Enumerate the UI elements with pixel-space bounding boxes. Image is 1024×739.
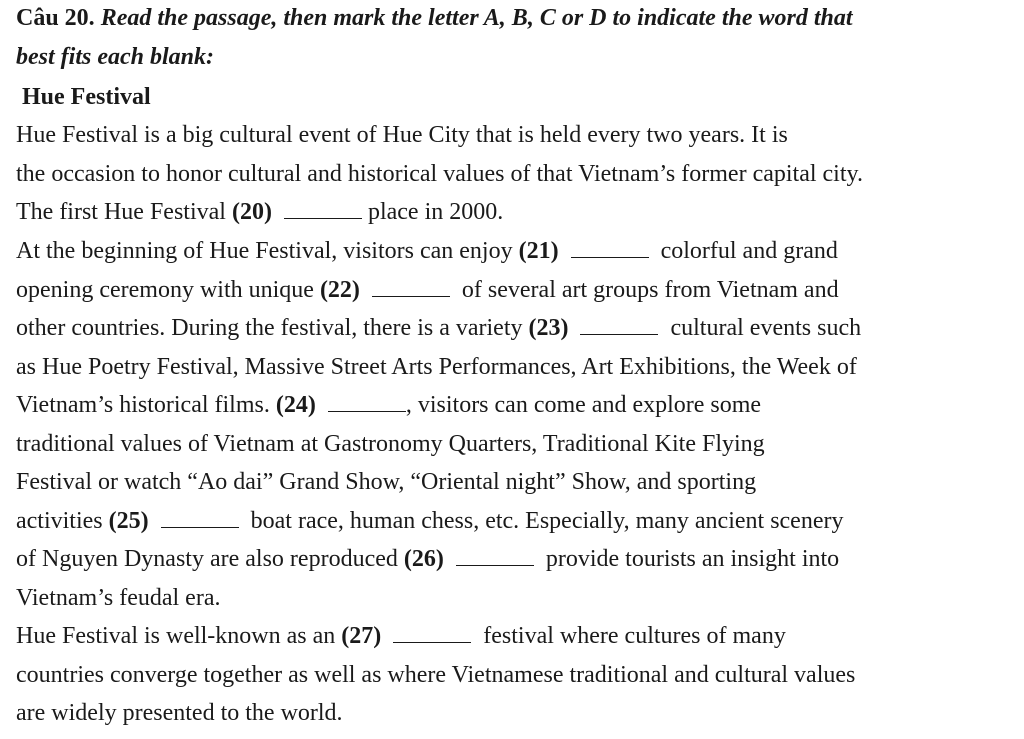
question-instruction: Read the passage, then mark the letter A, B, C or D to indicate the word that: [100, 5, 853, 31]
p3-line-1-text-b: festival where cultures of many: [483, 623, 786, 649]
p2-line-1-text-b: colorful and grand: [660, 238, 838, 264]
blank-number-26: (26): [403, 546, 444, 572]
question-instruction-line-2: best fits each blank:: [16, 44, 214, 70]
p2-line-9-text-b: provide tourists an insight into: [545, 546, 840, 572]
p3-line-2: countries converge together as well as where Vietnamese traditional and cultural values: [16, 662, 856, 688]
p2-line-3-text-a: other countries. During the festival, there is a variety: [16, 315, 523, 341]
p1-line-2: the occasion to honor cultural and historical values of that Vietnam’s former capital city.: [16, 161, 863, 187]
p2-line-8: [16, 506, 843, 536]
blank-number-22: (22): [319, 277, 360, 303]
p2-line-8-text-b: boat race, human chess, etc. Especially, many ancient scenery: [250, 508, 844, 534]
p3-line-3: are widely presented to the world.: [16, 700, 343, 726]
p2-line-9: [16, 544, 839, 574]
p2-line-8-text-a: activities: [16, 508, 103, 534]
blank-number-20: (20): [231, 199, 272, 225]
blank-number-25: (25): [108, 508, 149, 534]
p2-line-2-text-a: opening ceremony with unique: [16, 277, 314, 303]
p2-line-1-text-a: At the beginning of Hue Festival, visitors can enjoy: [16, 238, 513, 264]
question-instruction-line-1: [16, 3, 853, 33]
blank-25: [161, 526, 239, 528]
p2-line-10: Vietnam’s feudal era.: [16, 585, 221, 611]
p2-line-1: [16, 236, 838, 266]
blank-27: [393, 641, 471, 643]
p2-line-5-text-b: , visitors can come and explore some: [405, 392, 762, 418]
blank-number-21: (21): [518, 238, 559, 264]
p2-line-5-text-a: Vietnam’s historical films.: [16, 392, 270, 418]
p2-line-5: [16, 390, 761, 420]
question-number: Câu 20.: [16, 5, 95, 31]
p2-line-3: [16, 313, 861, 343]
blank-20: [284, 217, 362, 219]
p2-line-3-text-b: cultural events such: [670, 315, 862, 341]
p2-line-2-text-b: of several art groups from Vietnam and: [461, 277, 839, 303]
p1-line-3-text-a: The first Hue Festival: [16, 199, 226, 225]
blank-22: [372, 295, 450, 297]
p2-line-7: Festival or watch “Ao dai” Grand Show, “Oriental night” Show, and sporting: [16, 469, 757, 495]
blank-21: [571, 256, 649, 258]
p2-line-9-text-a: of Nguyen Dynasty are also reproduced: [16, 546, 398, 572]
p1-line-3: [16, 197, 503, 227]
blank-number-27: (27): [341, 623, 382, 649]
blank-26: [456, 564, 534, 566]
p2-line-2: [16, 275, 839, 305]
p1-line-1: Hue Festival is a big cultural event of Hue City that is held every two years. It is: [16, 122, 788, 148]
blank-number-23: (23): [528, 315, 569, 341]
blank-23: [580, 333, 658, 335]
p3-line-1: [16, 621, 786, 651]
p1-line-3-text-b: place in 2000.: [367, 199, 504, 225]
blank-number-24: (24): [275, 392, 316, 418]
p2-line-4: as Hue Poetry Festival, Massive Street Arts Performances, Art Exhibitions, the Week of: [16, 354, 857, 380]
passage-title: Hue Festival: [22, 84, 151, 110]
p3-line-1-text-a: Hue Festival is well-known as an: [16, 623, 336, 649]
p2-line-6: traditional values of Vietnam at Gastronomy Quarters, Traditional Kite Flying: [16, 431, 765, 457]
blank-24: [328, 410, 406, 412]
